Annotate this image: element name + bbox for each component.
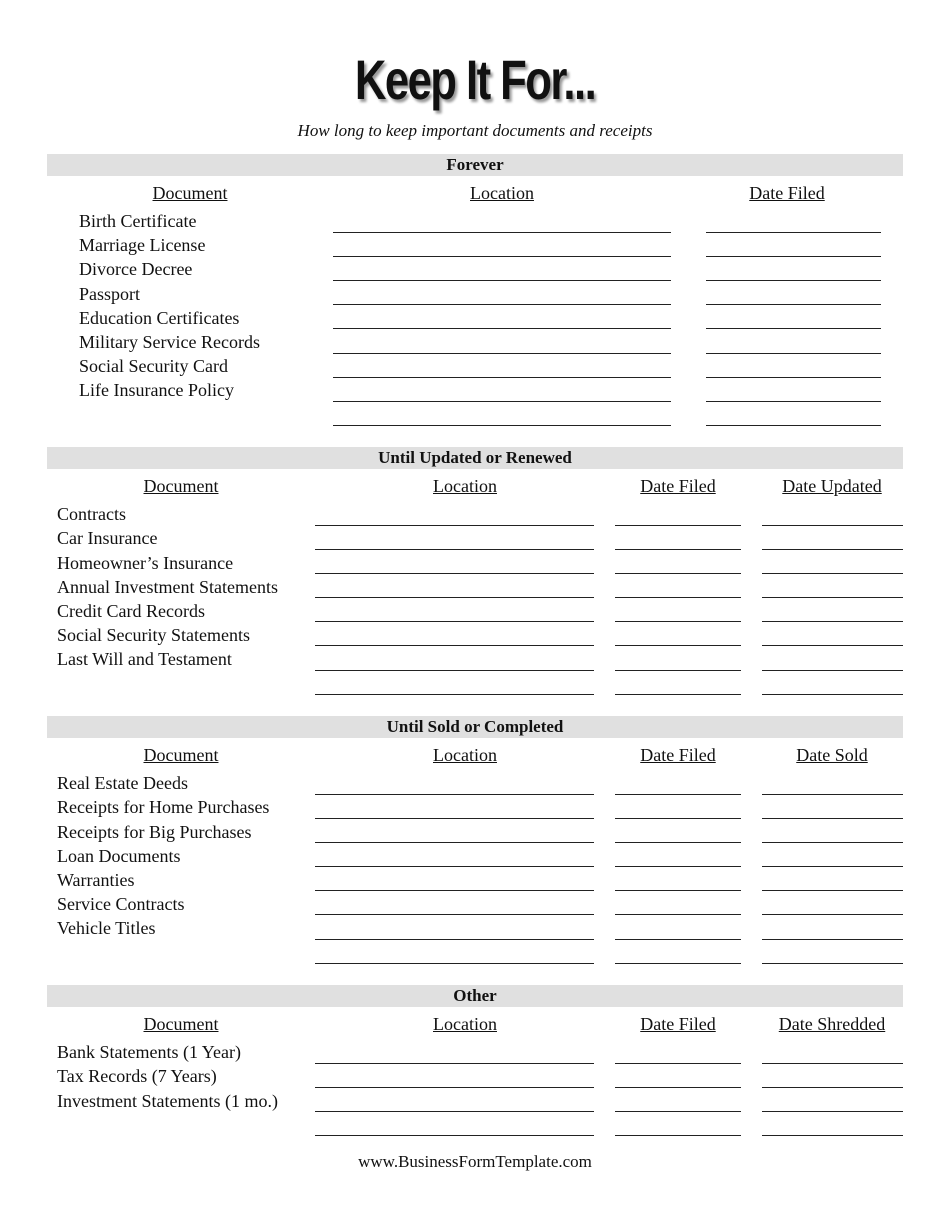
document-item: Annual Investment Statements xyxy=(57,577,278,597)
document-item: Marriage License xyxy=(79,235,206,255)
column-header-date-filed: Date Filed xyxy=(640,745,716,765)
document-item: Last Will and Testament xyxy=(57,649,232,669)
location-fill-line[interactable] xyxy=(333,304,671,305)
location-fill-line[interactable] xyxy=(315,621,594,622)
date-sold-fill-line[interactable] xyxy=(762,866,903,867)
location-fill-line[interactable] xyxy=(315,794,594,795)
location-fill-line[interactable] xyxy=(315,694,594,695)
document-item: Passport xyxy=(79,284,141,304)
date-filed-fill-line[interactable] xyxy=(615,645,741,646)
date-sold-fill-line[interactable] xyxy=(762,939,903,940)
date-updated-fill-line[interactable] xyxy=(762,670,903,671)
column-header-location: Location xyxy=(470,183,534,203)
date-sold-fill-line[interactable] xyxy=(762,890,903,891)
date-filed-fill-line[interactable] xyxy=(615,1087,741,1088)
document-item: Social Security Statements xyxy=(57,625,250,645)
date-filed-fill-line[interactable] xyxy=(706,328,881,329)
location-fill-line[interactable] xyxy=(315,645,594,646)
column-header-date-filed: Date Filed xyxy=(640,476,716,496)
date-filed-fill-line[interactable] xyxy=(615,1135,741,1136)
document-item: Real Estate Deeds xyxy=(57,773,188,793)
document-item: Receipts for Home Purchases xyxy=(57,797,270,817)
date-filed-fill-line[interactable] xyxy=(706,377,881,378)
date-updated-fill-line[interactable] xyxy=(762,645,903,646)
date-filed-fill-line[interactable] xyxy=(615,842,741,843)
location-fill-line[interactable] xyxy=(315,914,594,915)
document-item: Birth Certificate xyxy=(79,211,197,231)
location-fill-line[interactable] xyxy=(333,328,671,329)
column-header-location: Location xyxy=(433,745,497,765)
section-heading-until-sold: Until Sold or Completed xyxy=(47,716,903,738)
document-item: Education Certificates xyxy=(79,308,240,328)
column-header-location: Location xyxy=(433,476,497,496)
location-fill-line[interactable] xyxy=(315,939,594,940)
column-header-date-sold: Date Sold xyxy=(796,745,868,765)
date-filed-fill-line[interactable] xyxy=(615,818,741,819)
date-filed-fill-line[interactable] xyxy=(615,597,741,598)
column-header-location: Location xyxy=(433,1014,497,1034)
date-filed-fill-line[interactable] xyxy=(615,1111,741,1112)
column-header-document: Document xyxy=(143,1014,219,1034)
location-fill-line[interactable] xyxy=(315,1063,594,1064)
location-fill-line[interactable] xyxy=(315,525,594,526)
date-filed-fill-line[interactable] xyxy=(706,232,881,233)
column-header-date-filed: Date Filed xyxy=(749,183,825,203)
date-updated-fill-line[interactable] xyxy=(762,573,903,574)
document-item: Receipts for Big Purchases xyxy=(57,822,252,842)
date-shredded-fill-line[interactable] xyxy=(762,1087,903,1088)
date-updated-fill-line[interactable] xyxy=(762,597,903,598)
date-filed-fill-line[interactable] xyxy=(615,670,741,671)
document-item: Homeowner’s Insurance xyxy=(57,553,234,573)
column-header-date-shredded: Date Shredded xyxy=(778,1014,886,1034)
location-fill-line[interactable] xyxy=(315,1087,594,1088)
location-fill-line[interactable] xyxy=(315,866,594,867)
date-filed-fill-line[interactable] xyxy=(706,401,881,402)
date-filed-fill-line[interactable] xyxy=(615,866,741,867)
document-item: Military Service Records xyxy=(79,332,260,352)
document-item: Bank Statements (1 Year) xyxy=(57,1042,241,1062)
date-filed-fill-line[interactable] xyxy=(615,525,741,526)
page-subtitle: How long to keep important documents and receipts xyxy=(297,121,653,140)
date-filed-fill-line[interactable] xyxy=(615,549,741,550)
document-item: Life Insurance Policy xyxy=(79,380,234,400)
date-filed-fill-line[interactable] xyxy=(706,256,881,257)
section-heading-forever: Forever xyxy=(47,154,903,176)
date-filed-fill-line[interactable] xyxy=(615,1063,741,1064)
document-item: Credit Card Records xyxy=(57,601,205,621)
date-updated-fill-line[interactable] xyxy=(762,694,903,695)
location-fill-line[interactable] xyxy=(315,1111,594,1112)
location-fill-line[interactable] xyxy=(333,353,671,354)
date-updated-fill-line[interactable] xyxy=(762,549,903,550)
date-filed-fill-line[interactable] xyxy=(615,963,741,964)
date-sold-fill-line[interactable] xyxy=(762,794,903,795)
date-filed-fill-line[interactable] xyxy=(706,304,881,305)
document-item: Contracts xyxy=(57,504,126,524)
location-fill-line[interactable] xyxy=(315,573,594,574)
location-fill-line[interactable] xyxy=(315,818,594,819)
document-item: Warranties xyxy=(57,870,135,890)
footer-url: www.BusinessFormTemplate.com xyxy=(358,1152,592,1171)
date-shredded-fill-line[interactable] xyxy=(762,1063,903,1064)
section-heading-other: Other xyxy=(47,985,903,1007)
page-title: Keep It For... xyxy=(354,48,596,111)
document-item: Vehicle Titles xyxy=(57,918,156,938)
date-sold-fill-line[interactable] xyxy=(762,963,903,964)
location-fill-line[interactable] xyxy=(315,597,594,598)
date-shredded-fill-line[interactable] xyxy=(762,1135,903,1136)
date-sold-fill-line[interactable] xyxy=(762,914,903,915)
column-header-date-filed: Date Filed xyxy=(640,1014,716,1034)
date-filed-fill-line[interactable] xyxy=(615,890,741,891)
location-fill-line[interactable] xyxy=(333,256,671,257)
document-item: Loan Documents xyxy=(57,846,181,866)
location-fill-line[interactable] xyxy=(333,280,671,281)
date-filed-fill-line[interactable] xyxy=(615,621,741,622)
date-filed-fill-line[interactable] xyxy=(615,794,741,795)
document-item: Divorce Decree xyxy=(79,259,193,279)
column-header-date-updated: Date Updated xyxy=(782,476,882,496)
column-header-document: Document xyxy=(152,183,228,203)
document-item: Investment Statements (1 mo.) xyxy=(57,1091,278,1111)
document-item: Service Contracts xyxy=(57,894,185,914)
date-filed-fill-line[interactable] xyxy=(615,573,741,574)
section-heading-until-updated: Until Updated or Renewed xyxy=(47,447,903,469)
location-fill-line[interactable] xyxy=(333,377,671,378)
date-sold-fill-line[interactable] xyxy=(762,842,903,843)
location-fill-line[interactable] xyxy=(315,549,594,550)
date-sold-fill-line[interactable] xyxy=(762,818,903,819)
date-filed-fill-line[interactable] xyxy=(615,694,741,695)
date-updated-fill-line[interactable] xyxy=(762,621,903,622)
date-filed-fill-line[interactable] xyxy=(615,939,741,940)
location-fill-line[interactable] xyxy=(333,425,671,426)
document-item: Car Insurance xyxy=(57,528,158,548)
column-header-document: Document xyxy=(143,745,219,765)
column-header-document: Document xyxy=(143,476,219,496)
document-item: Tax Records (7 Years) xyxy=(57,1066,217,1086)
date-filed-fill-line[interactable] xyxy=(706,280,881,281)
date-filed-fill-line[interactable] xyxy=(706,353,881,354)
location-fill-line[interactable] xyxy=(315,842,594,843)
date-filed-fill-line[interactable] xyxy=(615,914,741,915)
location-fill-line[interactable] xyxy=(333,401,671,402)
location-fill-line[interactable] xyxy=(315,670,594,671)
date-updated-fill-line[interactable] xyxy=(762,525,903,526)
date-filed-fill-line[interactable] xyxy=(706,425,881,426)
location-fill-line[interactable] xyxy=(315,1135,594,1136)
location-fill-line[interactable] xyxy=(315,963,594,964)
location-fill-line[interactable] xyxy=(315,890,594,891)
location-fill-line[interactable] xyxy=(333,232,671,233)
document-item: Social Security Card xyxy=(79,356,228,376)
date-shredded-fill-line[interactable] xyxy=(762,1111,903,1112)
